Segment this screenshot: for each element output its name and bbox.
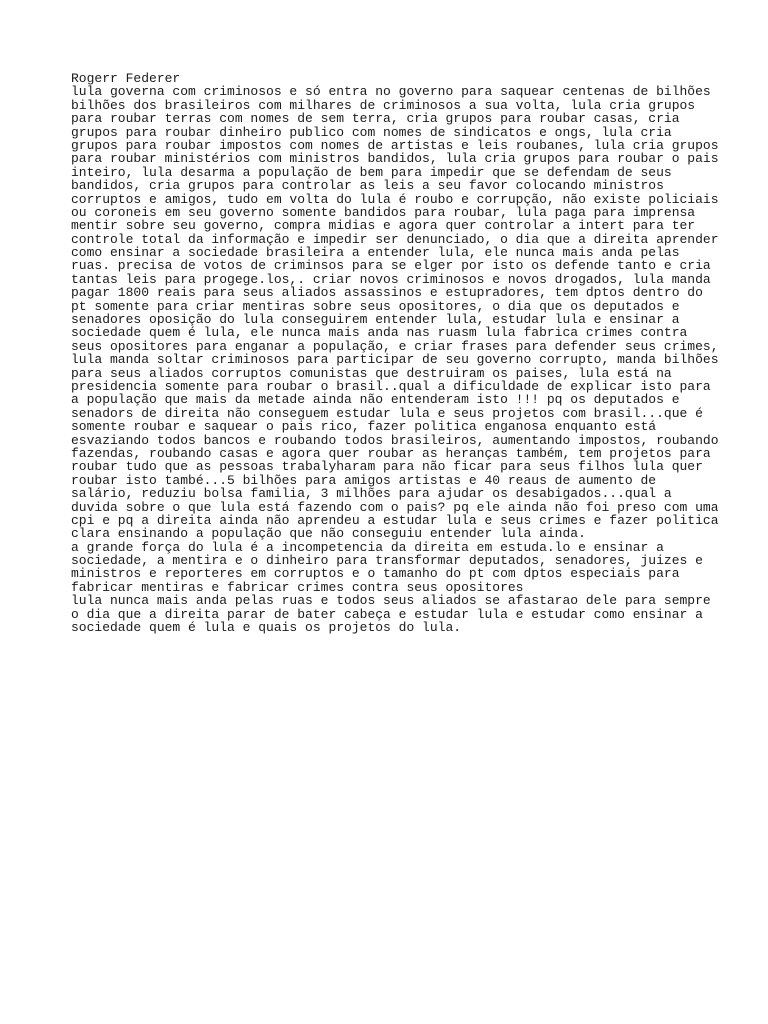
- text-line: pagar 1800 reais para seus aliados assassinos e estupradores, tem dptos dentro do: [71, 285, 703, 301]
- text-line: sociedade quem é lula e quais os projetos do lula.: [71, 620, 462, 636]
- text-line: ministros e reporteres em corruptos e o tamanho do pt com dptos especiais para: [71, 566, 680, 582]
- text-line: para roubar terras com nomes de sem terra, cria grupos para roubar casas, cria: [71, 111, 680, 127]
- text-line: lula governa com criminosos e só entra no governo para saquear centenas de bilhões: [71, 84, 711, 100]
- text-line: fazendas, roubando casas e agora quer roubar as heranças também, tem projetos para: [71, 445, 711, 461]
- text-line: corruptos e amigos, tudo em volta do lula é roubo e corrupção, não existe policiais: [71, 191, 719, 207]
- text-line: para roubar ministérios com ministros bandidos, lula cria grupos para roubar o pais: [71, 151, 719, 167]
- text-line: grupos para roubar dinheiro publico com nomes de sindicatos e ongs, lula cria: [71, 124, 672, 140]
- text-line: lula manda soltar criminosos para participar de seu governo corrupto, manda bilhões: [71, 352, 719, 368]
- text-line: salário, reduziu bolsa familia, 3 milhões para ajudar os desabigados...qual a: [71, 486, 672, 502]
- text-line: ruas. precisa de votos de criminsos para se elger por isto os defende tanto e cria: [71, 258, 711, 274]
- text-line: sociedade quem é lula, ele nunca mais anda nas ruasm lula fabrica crimes contra: [71, 325, 688, 341]
- text-line: fabricar mentiras e fabricar crimes contra seus opositores: [71, 579, 524, 595]
- text-line: Rogerr Federer: [71, 71, 181, 86]
- text-line: pt somente para criar mentiras sobre seus opositores, o dia que os deputados e: [71, 298, 680, 314]
- text-line: como ensinar a sociedade brasileira a entender lula, ele nunca mais anda pelas: [71, 245, 680, 261]
- text-line: grupos para roubar impostos com nomes de artistas e leis roubanes, lula cria grupos: [71, 137, 719, 153]
- text-line: roubar isto també...5 bilhões para amigos artistas e 40 reaus de aumento de: [71, 472, 657, 488]
- text-line: presidencia somente para roubar o brasil..qual a dificuldade de explicar isto para: [71, 378, 711, 394]
- text-line: mentir sobre seu governo, compra midias e agora quer controlar a intert para ter: [71, 218, 696, 234]
- text-line: tantas leis para progege.los,. criar novos criminosos e novos drogados, lula manda: [71, 271, 711, 287]
- text-line: inteiro, lula desarma a população de bem para impedir que se defendam de seus: [71, 164, 672, 180]
- text-line: seus opositores para enganar a população, e criar frases para defender seus crimes,: [71, 338, 719, 354]
- text-line: controle total da informação e impedir ser denunciado, o dia que a direita aprender: [71, 231, 719, 247]
- text-line: a grande força do lula é a incompetencia da direita em estuda.lo e ensinar a: [71, 539, 664, 555]
- text-line: lula nunca mais anda pelas ruas e todos seus aliados se afastarao dele para sempre: [71, 593, 711, 609]
- text-line: bandidos, cria grupos para controlar as leis a seu favor colocando ministros: [71, 178, 664, 194]
- text-line: bilhões dos brasileiros com milhares de criminosos a sua volta, lula cria grupos: [71, 97, 696, 113]
- text-line: para seus aliados corruptos comunistas que destruiram os paises, lula está na: [71, 365, 672, 381]
- text-line: cpi e pq a direita ainda não aprendeu a estudar lula e seus crimes e fazer politica: [71, 512, 719, 528]
- text-line: senadors de direita não conseguem estudar lula e seus projetos com brasil...que é: [71, 405, 703, 421]
- text-line: ou coroneis em seu governo somente bandidos para roubar, lula paga para imprensa: [71, 204, 696, 220]
- document-text: [71, 72, 761, 634]
- text-line: senadores oposição do lula conseguirem entender lula, estudar lula e ensinar a: [71, 312, 680, 328]
- text-line: somente roubar e saquear o pais rico, fazer politica enganosa enquanto está: [71, 419, 657, 435]
- text-line: o dia que a direita parar de bater cabeça e estudar lula e estudar como ensinar a: [71, 606, 703, 622]
- text-line: duvida sobre o que lula está fazendo com o pais? pq ele ainda não foi preso com uma: [71, 499, 719, 515]
- text-line: sociedade, a mentira e o dinheiro para transformar deputados, senadores, juizes e: [71, 553, 703, 569]
- text-line: roubar tudo que as pessoas trabalyharam para não ficar para seus filhos lula quer: [71, 459, 703, 475]
- text-line: esvaziando todos bancos e roubando todos brasileiros, aumentando impostos, roubando: [71, 432, 719, 448]
- text-line: clara ensinando a população que não conseguiu entender lula ainda.: [71, 526, 586, 542]
- text-line: a população que mais da metade ainda não entenderam isto !!! pq os deputados e: [71, 392, 680, 408]
